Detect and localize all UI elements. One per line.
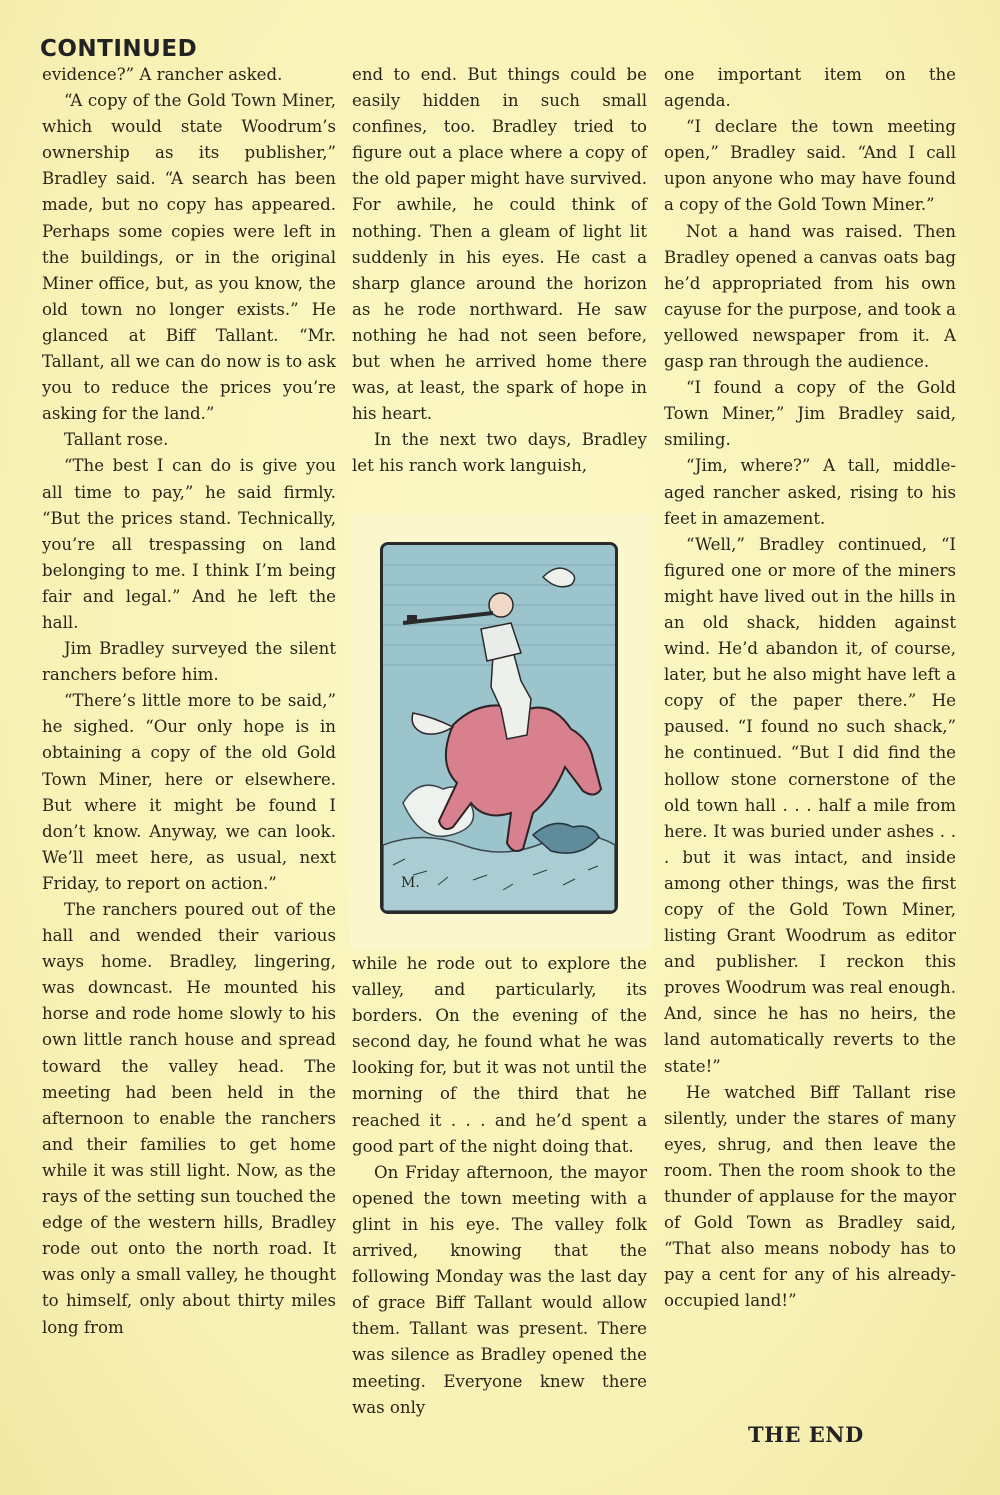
text-column-2-bottom [352,951,647,1421]
paragraph: In the next two days, Bradley let his ranch work languish, [352,430,647,476]
paragraph: one important item on the agenda. [664,65,956,111]
paragraph: “I declare the town meeting open,” Bradley said. “And I call upon anyone who may have found a copy of the Gold Town Miner.” [664,117,956,215]
paragraph: “Well,” Bradley continued, “I figured one or more of the miners might have lived out in the hills in an old shack, hidden against wind. He’d abandon it, of course, later, but he also might have left a copy of the paper there.” He paused. “I found no such shack,” he continued. “But I did find the hollow stone cornerstone of the old town hall . . . half a mile from here. It was buried under ashes . . . but it was intact, and inside among other things, was the first copy of the Gold Town Miner, listing Grant Woodrum as editor and publisher. I reckon this proves Woodrum was real enough. And, since he has no heirs, the land automatically reverts to the state!” [664,534,956,1076]
paragraph: He watched Biff Tallant rise silently, under the stares of many eyes, shrug, and then leave the room. Then the room shook to the thunder of applause for the mayor of Gold Town as Bradley said, “That also means nobody has to pay a cent for any of his already-occupied land!” [664,1082,956,1311]
paragraph: “Jim, where?” A tall, middle-aged rancher asked, rising to his feet in amazement. [664,456,956,528]
paragraph: The ranchers poured out of the hall and wended their various ways home. Bradley, lingering, was downcast. He mounted his horse and rode home slowly to his own little ranch house and spread toward the valley head. The meeting had been held in the afternoon to enable the ranchers and their families to get home while it was still light. Now, as the rays of the setting sun touched the edge of the western hills, Bradley rode out onto the north road. It was only a small valley, he thought to himself, only about thirty miles long from [42,900,336,1337]
text-column-2-top [352,62,647,480]
paragraph: Jim Bradley surveyed the silent ranchers before him. [42,639,336,685]
cowboy-illustration [380,542,618,914]
the-end-label: THE END [748,1422,864,1447]
paragraph: while he rode out to explore the valley, and particularly, its borders. On the evening of the second day, he found what he was looking for, but it was not until the morning of the third that he reached it . . . and he’d spent a good part of the night doing that. [352,954,647,1156]
paragraph: On Friday afternoon, the mayor opened the town meeting with a glint in his eye. The valley folk arrived, knowing that the following Monday was the last day of grace Biff Tallant would allow them. Tallant was present. There was silence as Bradley opened the meeting. Everyone knew there was only [352,1162,647,1417]
paragraph: evidence?” A rancher asked. [42,65,283,84]
paragraph: Tallant rose. [64,430,169,450]
paragraph: “I found a copy of the Gold Town Miner,” Jim Bradley said, smiling. [664,378,956,450]
artist-signature: M. [401,875,420,891]
paragraph: “A copy of the Gold Town Miner, which would state Woodrum’s ownership as its publisher,” Bradley said. “A search has been made, but no copy has appeared. Perhaps some copies were left in the buildings, or in the original Miner office, but, as you know, the old town no longer exists.” He glanced at Biff Tallant. “Mr. Tallant, all we can do now is to ask you to reduce the prices you’re asking for the land.” [42,91,336,424]
paragraph: end to end. But things could be easily hidden in such small confines, too. Bradley tried to figure out a place where a copy of the old paper might have survived. For awhile, he could think of nothing. Then a gleam of light lit suddenly in his eyes. He cast a sharp glance around the horizon as he rode northward. He saw nothing he had not seen before, but when he arrived home there was, at least, the spark of hope in his heart. [352,65,647,424]
text-column-1 [42,62,336,1341]
paragraph: Not a hand was raised. Then Bradley opened a canvas oats bag he’d appropriated from his own cayuse for the purpose, and took a yellowed newspaper from it. A gasp ran through the audience. [664,221,956,372]
paragraph: “The best I can do is give you all time to pay,” he said firmly. “But the prices stand. Technically, you’re all trespassing on land belonging to me. I think I’m being fair and legal.” And he left the hall. [42,456,336,632]
paragraph: “There’s little more to be said,” he sighed. “Our only hope is in obtaining a copy of the old Gold Town Miner, here or elsewhere. But where it might be found I don’t know. Anyway, we can look. We’ll meet here, as usual, next Friday, to report on action.” [42,691,336,893]
illustration-panel [350,514,652,949]
continued-header: CONTINUED [40,36,198,62]
text-column-3 [664,62,956,1315]
